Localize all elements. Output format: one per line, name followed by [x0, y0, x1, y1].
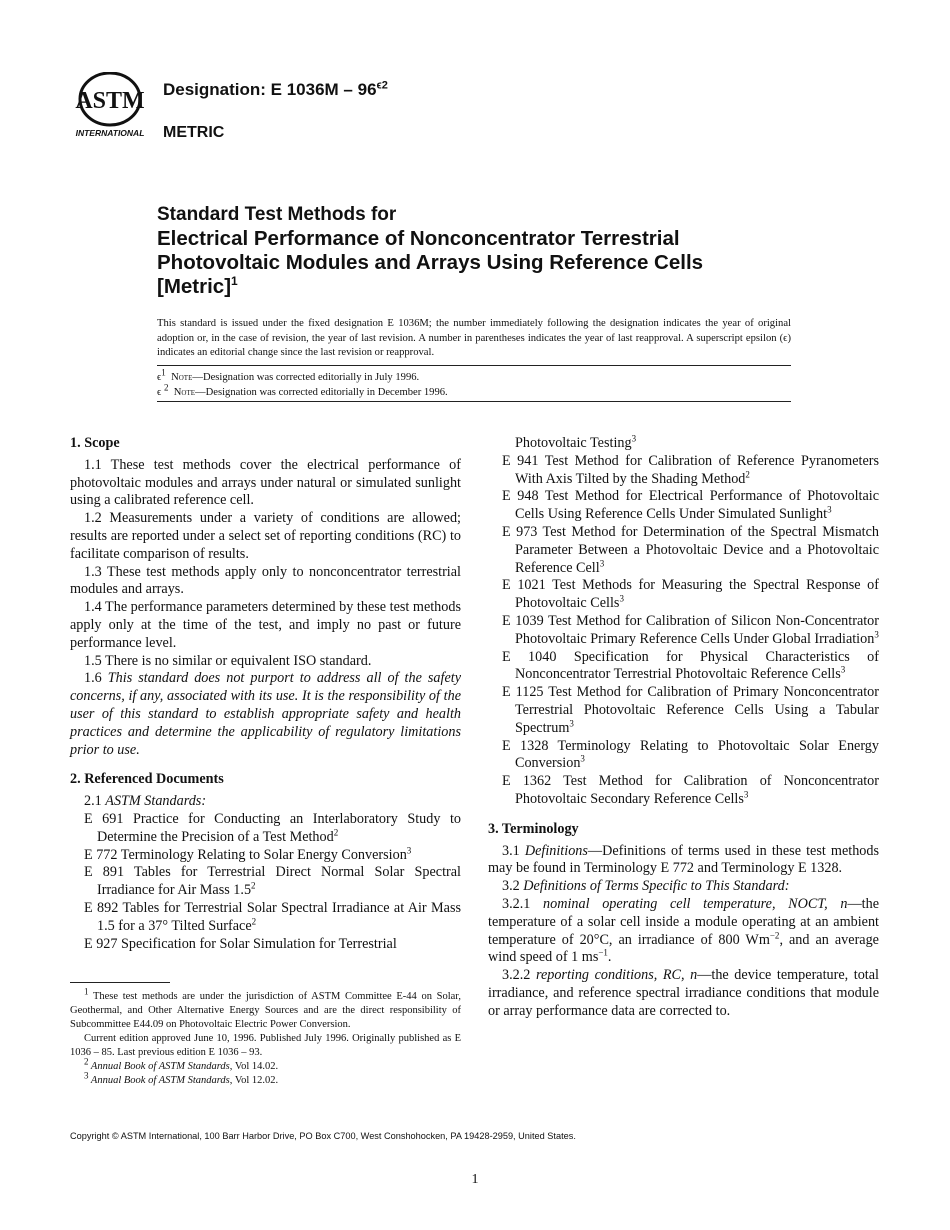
astm-logo-icon: [68, 72, 152, 140]
note-2: ϵ $^2$ Note—Designation was corrected editorially in December 1996.: [157, 381, 448, 398]
title-line-4: [Metric]$^1$: [157, 274, 238, 298]
ref-e1125: E 1125 Test Method for Calibration of Primary Nonconcentrator Terrestrial Photovoltaic Reference Cells Using a Tabular Spectrum$^3$: [502, 684, 879, 736]
scope-1-2: 1.2 Measurements under a variety of conditions are allowed; results are reported under a select set of reporting conditions (RC) to facilitate comparison of results.: [70, 510, 461, 562]
title-line-2: Electrical Performance of Nonconcentrator Terrestrial: [157, 227, 680, 250]
scope-heading: 1. Scope: [70, 435, 120, 451]
terminology-3-2-2: 3.2.2 reporting conditions, RC, n—the device temperature, total irradiance, and reference spectral irradiance conditions that module or array performance data are corrected to.: [488, 967, 879, 1019]
note-1: $\epsilon^1$ Note—Designation was corrected editorially in July 1996.: [157, 367, 420, 383]
metric-label: METRIC: [163, 124, 225, 141]
ref-e973: E 973 Test Method for Determination of the Spectral Mismatch Parameter Between a Photovoltaic Device and a Photovoltaic Reference Cell$^3$: [502, 523, 879, 576]
document-title: [157, 203, 797, 299]
footnote-1: $^1$ These test methods are under the jurisdiction of ASTM Committee E-44 on Solar, Geothermal, and Other Alternative Energy Sources and are the direct responsibility of Subcommittee E44.09 on Photovoltaic Electric Power Conversion.: [70, 986, 461, 1030]
ref-e927-continued: Photovoltaic Testing$^3$: [515, 433, 637, 451]
ref-e891: E 891 Tables for Terrestrial Direct Normal Solar Spectral Irradiance for Air Mass $1.5^2$: [84, 864, 461, 899]
ref-e1328: E 1328 Terminology Relating to Photovoltaic Solar Energy Conversion$^3$: [502, 737, 879, 772]
terminology-3-2: 3.2 Definitions of Terms Specific to This Standard:: [502, 878, 790, 895]
ref-e892: E 892 Tables for Terrestrial Solar Spectral Irradiance at Air Mass 1.5 for a 37° Tilted Surface$^2$: [84, 899, 461, 934]
divider-top: [157, 365, 791, 366]
astm-standards-label: 2.1 ASTM Standards:: [84, 793, 207, 810]
ref-e1021: E 1021 Test Methods for Measuring the Spectral Response of Photovoltaic Cells$^3$: [502, 577, 879, 612]
svg-text:ASTM: ASTM: [75, 88, 145, 114]
footnote-2: $^2$ Annual Book of ASTM Standards, Vol 14.02.: [84, 1056, 279, 1072]
ref-e772: E 772 Terminology Relating to Solar Energy Conversion$^3$: [84, 844, 412, 863]
footnotes: [70, 986, 461, 1088]
title-line-3: Photovoltaic Modules and Arrays Using Reference Cells: [157, 251, 704, 274]
ref-e1039: E 1039 Test Method for Calibration of Silicon Non-Concentrator Photovoltaic Primary Reference Cells Under Global Irradiation$^3$: [502, 612, 879, 647]
editorial-notes: [157, 367, 791, 400]
terminology-heading: 3. Terminology: [488, 820, 579, 837]
terminology-3-1: 3.1 Definitions—Definitions of terms used in these test methods may be found in Terminology E 772 and Terminology E 1328.: [488, 842, 879, 877]
intro-paragraph: This standard is issued under the fixed designation E 1036M; the number immediately following the designation indicates the year of original adoption or, in the case of revision, the year of last revision. A number in parentheses indicates the year of last reapproval. A superscript epsilon (ϵ) indicates an editorial change since the last revision or reapproval.: [157, 318, 791, 359]
scope-1-6: 1.6 This standard does not purport to address all of the safety concerns, if any, associated with its use. It is the responsibility of the user of this standard to establish appropriate safety and health practices and determine the applicability of regulatory limitations prior to use.: [70, 670, 461, 758]
ref-e927: E 927 Specification for Solar Simulation for Terrestrial: [84, 935, 397, 952]
referenced-heading: 2. Referenced Documents: [70, 771, 224, 788]
ref-e691: E 691 Practice for Conducting an Interlaboratory Study to Determine the Precision of a Test Method$^2$: [84, 810, 461, 845]
ref-e941: E 941 Test Method for Calibration of Reference Pyranometers With Axis Tilted by the Shading Method$^2$: [502, 452, 879, 487]
ref-e1040: E 1040 Specification for Physical Characteristics of Nonconcentrator Terrestrial Photovoltaic Reference Cells$^3$: [502, 648, 879, 683]
scope-1-5: 1.5 There is no similar or equivalent ISO standard.: [84, 652, 372, 669]
scope-1-4: 1.4 The performance parameters determined by these test methods apply only at the time of the test, and imply no past or future performance level.: [70, 599, 461, 651]
designation: Designation: E $1036M - 96^{\epsilon 2}$: [163, 79, 388, 99]
ref-e948: E 948 Test Method for Electrical Performance of Photovoltaic Cells Using Reference Cells Under Simulated Sunlight$^3$: [502, 488, 879, 523]
ref-e1362: E 1362 Test Method for Calibration of Nonconcentrator Photovoltaic Secondary Reference Cells$^3$: [502, 773, 879, 807]
footnote-rule: [70, 982, 170, 983]
scope-1-1: 1.1 These test methods cover the electrical performance of photovoltaic modules and arrays under natural or simulated sunlight using a calibrated reference cell.: [70, 456, 461, 509]
footnote-3: $^3$ Annual Book of ASTM Standards, Vol 12.02.: [84, 1070, 279, 1086]
svg-text:INTERNATIONAL: INTERNATIONAL: [75, 128, 145, 138]
page-number: 1: [471, 1172, 479, 1187]
left-column: [70, 435, 461, 953]
astm-logo: [68, 72, 152, 140]
terminology-3-2-1: 3.2.1 nominal operating cell temperature, NOCT, n—the temperature of a solar cell inside a module operating at an ambient temperature of 20°C, an irradiance of 800 $Wm^{-2}$, and an average wind speed of 1 $ms^{-1}$.: [488, 895, 879, 966]
scope-1-3: 1.3 These test methods apply only to nonconcentrator terrestrial modules and arrays.: [70, 563, 461, 598]
right-column: [488, 435, 879, 1021]
title-line-1: Standard Test Methods for: [157, 204, 397, 225]
divider-bottom: [157, 401, 791, 402]
copyright: Copyright © ASTM International, 100 Barr Harbor Drive, PO Box C700, West Conshohocken, PA 19428-2959, United States.: [70, 1131, 576, 1141]
footnote-1b: Current edition approved June 10, 1996. Published July 1996. Originally published as E 1036 – 85. Last previous edition E 1036 – 93.: [70, 1033, 461, 1058]
